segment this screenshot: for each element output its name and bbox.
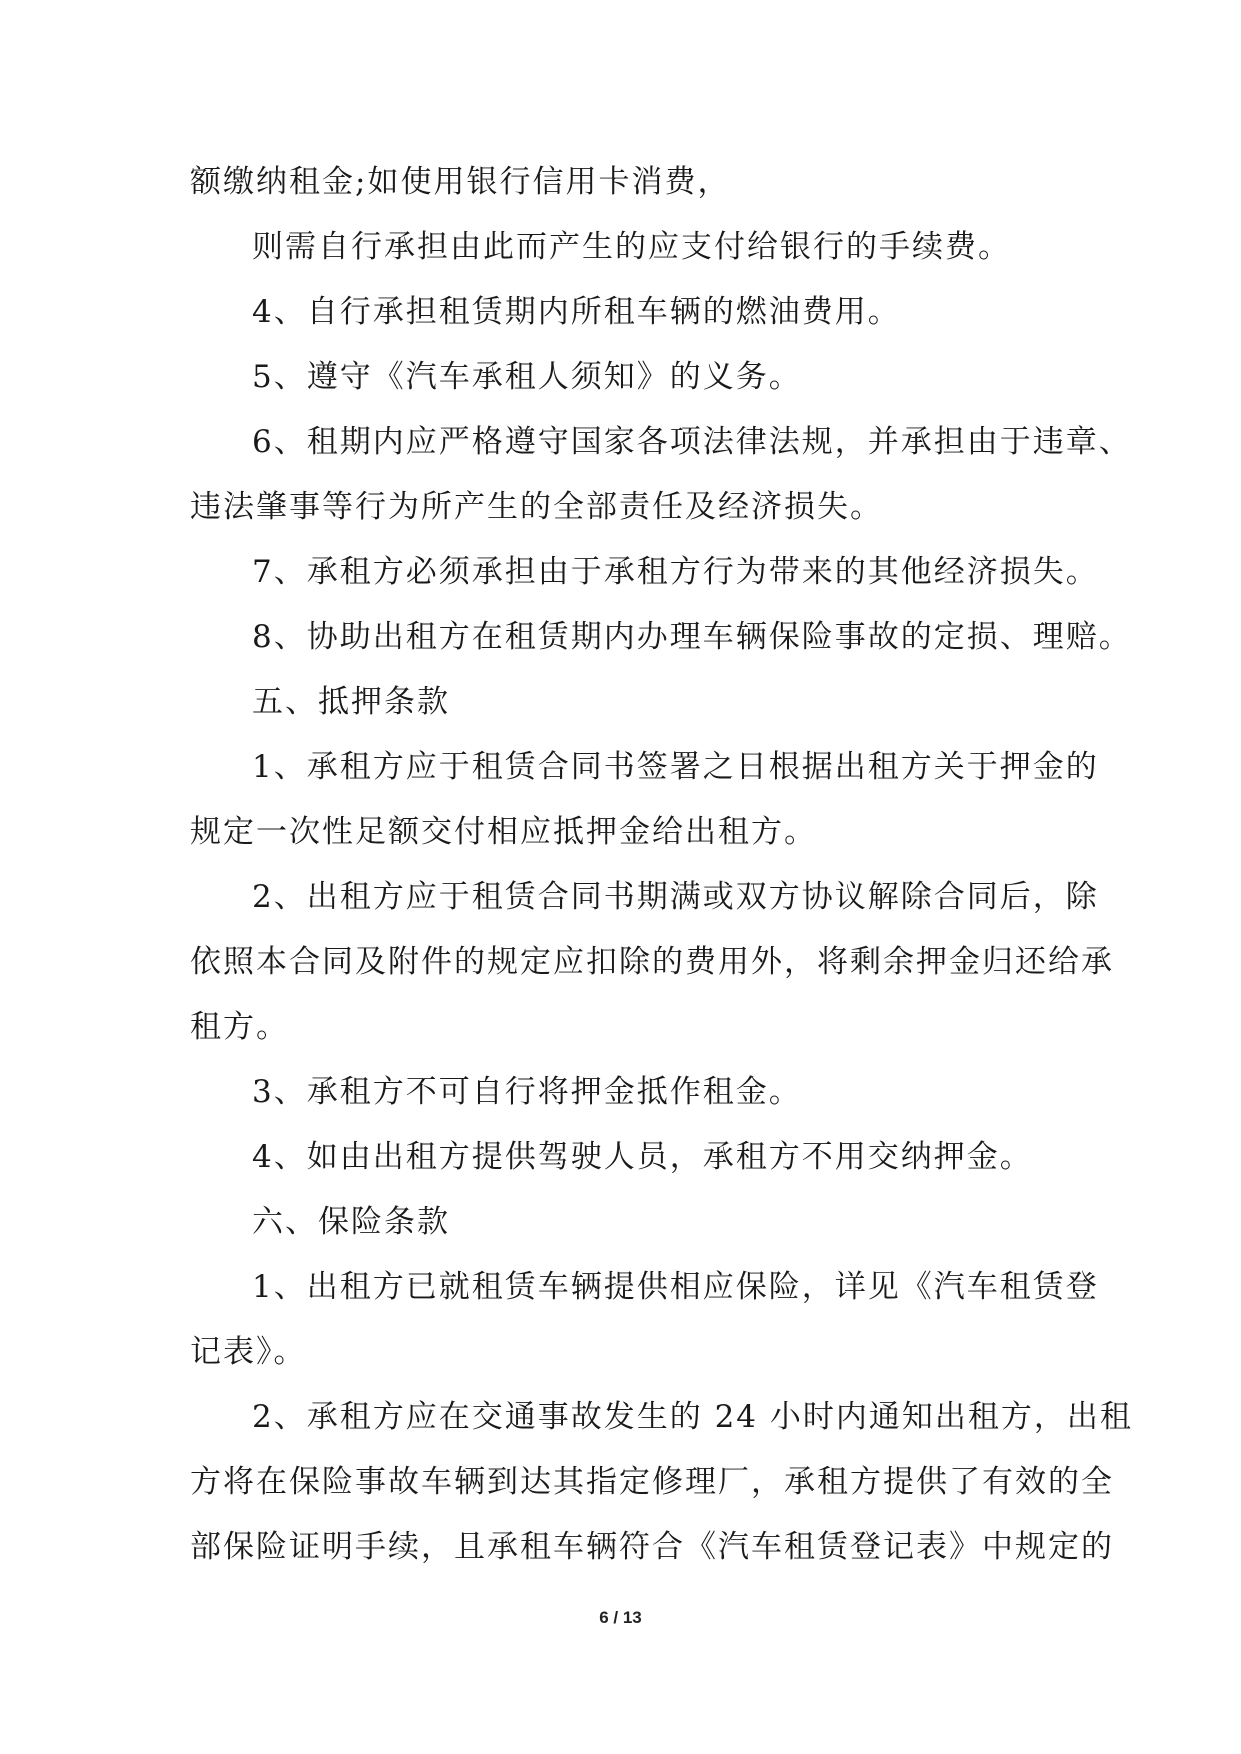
text-line: 方将在保险事故车辆到达其指定修理厂，承租方提供了有效的全: [190, 1464, 1114, 1500]
text-line: 2、承租方应在交通事故发生的 24 小时内通知出租方，出租: [252, 1399, 1133, 1435]
text-line: 规定一次性足额交付相应抵押金给出租方。: [190, 814, 817, 850]
text-line: 4、自行承担租赁期内所租车辆的燃油费用。: [252, 294, 901, 330]
text-line: 6、租期内应严格遵守国家各项法律法规，并承担由于违章、: [252, 424, 1132, 460]
text-line: 5、遵守《汽车承租人须知》的义务。: [252, 359, 802, 395]
text-line: 1、承租方应于租赁合同书签署之日根据出租方关于押金的: [252, 749, 1099, 785]
text-line: 3、承租方不可自行将押金抵作租金。: [252, 1074, 802, 1110]
text-line: 记表》。: [190, 1334, 307, 1370]
text-line: 4、如由出租方提供驾驶人员，承租方不用交纳押金。: [252, 1139, 1033, 1175]
section-heading: 六、保险条款: [252, 1204, 450, 1240]
text-line: 7、承租方必须承担由于承租方行为带来的其他经济损失。: [252, 554, 1099, 590]
text-line: 依照本合同及附件的规定应扣除的费用外，将剩余押金归还给承: [190, 944, 1114, 980]
text-line: 则需自行承担由此而产生的应支付给银行的手续费。: [252, 229, 1011, 265]
text-line: 8、协助出租方在租赁期内办理车辆保险事故的定损、理赔。: [252, 619, 1132, 655]
page-number: 6 / 13: [599, 1608, 642, 1627]
text-line: 1、出租方已就租赁车辆提供相应保险，详见《汽车租赁登: [252, 1269, 1099, 1305]
text-line: 2、出租方应于租赁合同书期满或双方协议解除合同后，除: [252, 879, 1099, 915]
text-line: 违法肇事等行为所产生的全部责任及经济损失。: [190, 489, 883, 525]
document-body: [190, 150, 1133, 1580]
section-heading: 五、抵押条款: [252, 684, 450, 720]
text-line: 额缴纳租金;如使用银行信用卡消费，: [190, 164, 731, 200]
text-line: 租方。: [190, 1009, 289, 1045]
text-line: 部保险证明手续，且承租车辆符合《汽车租赁登记表》中规定的: [190, 1529, 1114, 1565]
